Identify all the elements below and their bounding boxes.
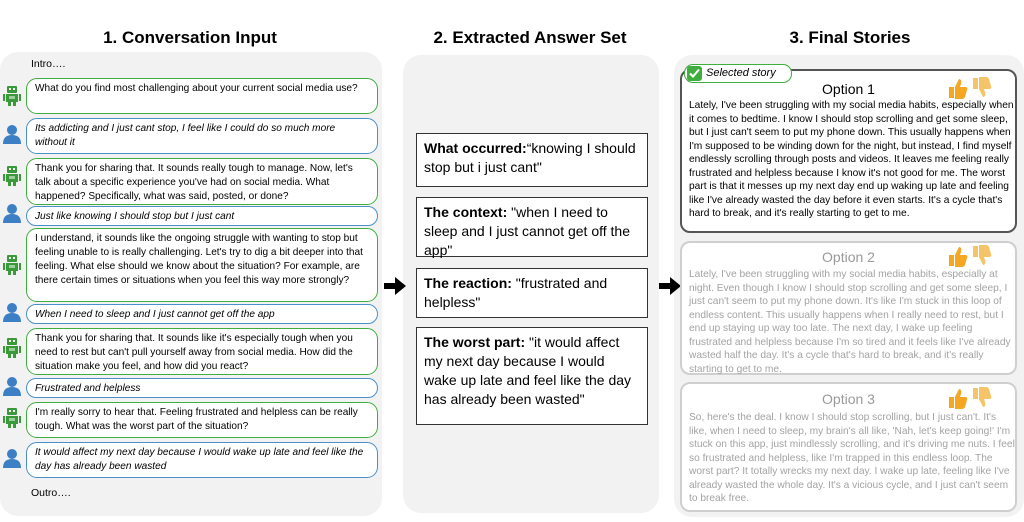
user-message: It would affect my next day because I would wake up late and feel like the day has already been wasted — [26, 442, 378, 478]
robot-icon — [3, 338, 21, 358]
conversation-intro: Intro…. — [31, 58, 66, 70]
selected-story-badge — [684, 64, 792, 83]
title-conversation-input: 1. Conversation Input — [103, 28, 277, 47]
robot-icon — [3, 255, 21, 275]
arrow-right-icon — [384, 277, 406, 295]
story-option-title: Option 3 — [822, 391, 875, 407]
answer-context — [416, 197, 648, 257]
arrow-right-icon — [659, 277, 681, 295]
answer-value: “knowing I should stop but i just cant" — [424, 140, 636, 175]
answer-label: The reaction: — [424, 275, 512, 291]
person-icon — [3, 376, 21, 396]
story-option-2[interactable] — [680, 241, 1017, 375]
check-icon — [687, 66, 702, 81]
story-option-3[interactable] — [680, 382, 1017, 512]
robot-icon — [3, 166, 21, 186]
answer-label: The context: — [424, 204, 508, 220]
user-message: Its addicting and I just cant stop, I feel like I could do so much more without it — [26, 118, 378, 154]
bot-message: Thank you for sharing that. It sounds really tough to manage. Now, let's talk about a specific experience you've had on social media. What happened? Specifically, what was said, posted, or done? — [26, 158, 378, 205]
thumbs-up-down-icon[interactable] — [947, 77, 993, 99]
thumbs-up-down-icon[interactable] — [947, 387, 993, 409]
story-option-title: Option 1 — [822, 81, 875, 97]
answer-what-occurred — [416, 133, 648, 187]
bot-message: Thank you for sharing that. It sounds like it's especially tough when you need to rest but can't pull yourself away from social media. How did the situation make you feel, and how did you react? — [26, 328, 378, 375]
story-text: Lately, I've been struggling with my social media habits, especially when it comes to bedtime. I know I should stop scrolling and get some sleep, but I just can't seem to put my phone down. This usually happens when I'm supposed to be winding down for the night, but instead, I find myself endlessly scrolling through posts and videos. It leaves me feeling really frustrated and helpless because I know it's not good for me. The worst part is that it messes up my next day end up waking up late and feeling like I've already wasted the day before it even starts. It's a cycle that's hard to break, and it's really starting to get to me. — [689, 100, 1014, 219]
robot-icon — [3, 86, 21, 106]
story-text: So, here's the deal. I know I should stop scrolling, but I just can't. It's like, when I need to sleep, my brain's all like, 'Nah, let's keep going!' I'm stuck on this app, just mindlessly scrolling, and it's driving me nuts. I feel so frustrated and helpless, like I'm trapped in this endless loop. The worst part? It totally wrecks my next day. I wake up late, feeling like I've already wasted the whole day. It's a vicious cycle, and I just can't seem to break free. — [689, 412, 1015, 504]
person-icon — [3, 124, 21, 144]
answer-worst-part — [416, 327, 648, 425]
bot-message: What do you find most challenging about your current social media use? — [26, 78, 378, 114]
user-message: Frustrated and helpless — [26, 378, 378, 398]
person-icon — [3, 203, 21, 223]
story-option-1[interactable] — [680, 69, 1017, 233]
title-final-stories: 3. Final Stories — [789, 28, 911, 47]
answer-label: What occurred: — [424, 140, 527, 156]
user-message: Just like knowing I should stop but I just cant — [26, 206, 378, 226]
bot-message: I understand, it sounds like the ongoing struggle with wanting to stop but feeling unable to is really challenging. Let's try to dig a bit deeper into that feeling. What else should we know about the situation? For example, are there certain times or situations when you feel this way more strongly? — [26, 228, 378, 302]
conversation-outro: Outro…. — [31, 487, 71, 499]
selected-story-label: Selected story — [706, 67, 776, 79]
answer-value: "it would affect my next day because I would wake up late and feel like the day has already been wasted" — [424, 334, 632, 407]
story-text: Lately, I've been struggling with my social media habits, especially at night. Even though I know I should stop scrolling and get some sleep, I just can't seem to put my phone down. It's like I'm stuck in this loop of endless content. This usually happens when I really need to rest, but I end up staying up way too late. The next day, I wake up feeling frustrated and helpless because I'm so tired and it feels like I've already wasted half the day. It's a cycle that's hard to break, and it's really starting to get to me. — [689, 269, 1011, 375]
answer-reaction — [416, 268, 648, 318]
answer-label: The worst part: — [424, 334, 526, 350]
answer-value: "frustrated and helpless" — [424, 275, 608, 310]
bot-message: I'm really sorry to hear that. Feeling frustrated and helpless can be really tough. What was the worst part of the situation? — [26, 402, 378, 438]
robot-icon — [3, 408, 21, 428]
person-icon — [3, 302, 21, 322]
person-icon — [3, 448, 21, 468]
answer-value: "when I need to sleep and I just cannot get off the app" — [424, 204, 631, 258]
user-message: When I need to sleep and I just cannot get off the app — [26, 304, 378, 324]
title-extracted-answer-set: 2. Extracted Answer Set — [433, 28, 627, 47]
story-option-title: Option 2 — [822, 249, 875, 265]
thumbs-up-down-icon[interactable] — [947, 245, 993, 267]
